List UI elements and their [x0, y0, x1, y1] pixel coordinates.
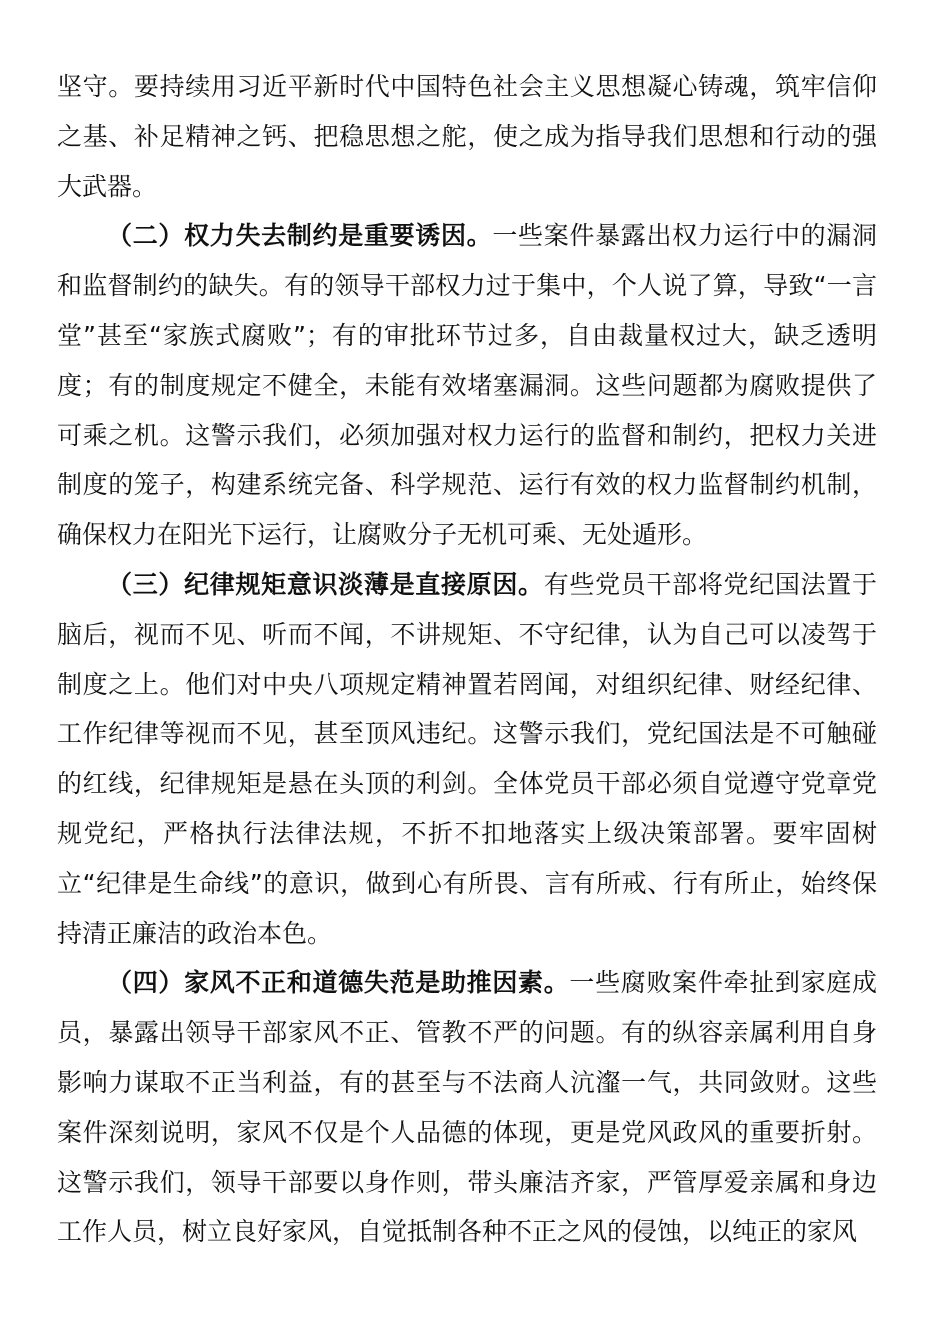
paragraph-text: 一些案件暴露出权力运行中的漏洞和监督制约的缺失。有的领导干部权力过于集中，个人说了算，导致“一言堂”甚至“家族式腐败”；有的审批环节过多，自由裁量权过大，缺乏透明度；有的制度规定不健全，未能有效堵塞漏洞。这些问题都为腐败提供了可乘之机。这警示我们，必须加强对权力运行的监督和制约，把权力关进制度的笼子，构建系统完备、科学规范、运行有效的权力监督制约机制，确保权力在阳光下运行，让腐败分子无机可乘、无处遁形。	[57, 221, 877, 550]
paragraph-section-3	[57, 560, 877, 958]
paragraph-text: 有些党员干部将党纪国法置于脑后，视而不见、听而不闻，不讲规矩、不守纪律，认为自己可以凌驾于制度之上。他们对中央八项规定精神置若罔闻，对组织纪律、财经纪律、工作纪律等视而不见，甚至顶风违纪。这警示我们，党纪国法是不可触碰的红线，纪律规矩是悬在头顶的利剑。全体党员干部必须自觉遵守党章党规党纪，严格执行法律法规，不折不扣地落实上级决策部署。要牢固树立“纪律是生命线”的意识，做到心有所畏、言有所戒、行有所止，始终保持清正廉洁的政治本色。	[57, 569, 877, 948]
section-heading: （二）权力失去制约是重要诱因。	[107, 221, 493, 251]
section-heading: （三）纪律规矩意识淡薄是直接原因。	[107, 569, 544, 599]
section-heading: （四）家风不正和道德失范是助推因素。	[107, 968, 570, 998]
paragraph-section-4	[57, 958, 877, 1257]
paragraph-text: 一些腐败案件牵扯到家庭成员，暴露出领导干部家风不正、管教不严的问题。有的纵容亲属利用自身影响力谋取不正当利益，有的甚至与不法商人沆瀣一气，共同敛财。这些案件深刻说明，家风不仅是个人品德的体现，更是党风政风的重要折射。这警示我们，领导干部要以身作则，带头廉洁齐家，严管厚爱亲属和身边工作人员，树立良好家风，自觉抵制各种不正之风的侵蚀，以纯正的家风	[57, 968, 877, 1247]
paragraph-section-2	[57, 211, 877, 560]
document-page	[57, 62, 877, 1257]
paragraph-continuation	[57, 62, 877, 211]
paragraph-text: 坚守。要持续用习近平新时代中国特色社会主义思想凝心铸魂，筑牢信仰之基、补足精神之钙、把稳思想之舵，使之成为指导我们思想和行动的强大武器。	[57, 72, 877, 201]
